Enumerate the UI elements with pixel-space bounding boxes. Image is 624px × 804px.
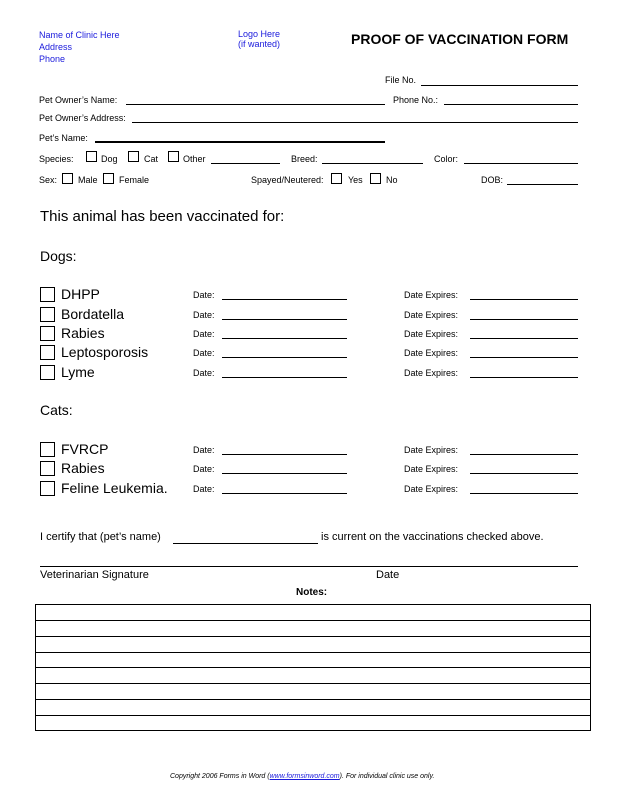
expires-field[interactable] <box>470 338 578 339</box>
dob-field[interactable] <box>507 184 578 185</box>
notes-row[interactable] <box>36 684 590 700</box>
owner-name-field[interactable] <box>126 104 385 105</box>
date-label: Date: <box>193 445 215 455</box>
sex-female-checkbox[interactable] <box>103 173 114 184</box>
date-label: Date: <box>193 290 215 300</box>
clinic-address: Address <box>39 42 73 52</box>
date-label: Date: <box>193 464 215 474</box>
expires-field[interactable] <box>470 473 578 474</box>
clinic-phone: Phone <box>39 54 66 64</box>
logo-note: (if wanted) <box>238 39 281 49</box>
certify-suffix: is current on the vaccinations checked above. <box>321 531 544 543</box>
vaccine-name: Rabies <box>61 460 105 476</box>
pet-name-label: Pet’s Name: <box>39 133 88 143</box>
color-label: Color: <box>434 154 459 164</box>
pet-name-field[interactable] <box>95 141 385 143</box>
date-field[interactable] <box>222 338 347 339</box>
vaccine-name: Rabies <box>61 325 105 341</box>
breed-field[interactable] <box>322 163 423 164</box>
species-cat-checkbox[interactable] <box>128 151 139 162</box>
date-field[interactable] <box>222 299 347 300</box>
vaccine-rabies-checkbox[interactable] <box>40 461 55 476</box>
notes-label: Notes: <box>296 587 328 598</box>
date-field[interactable] <box>222 493 347 494</box>
expires-label: Date Expires: <box>404 348 459 358</box>
notes-row[interactable] <box>36 605 590 621</box>
vaccine-name: DHPP <box>61 286 100 302</box>
species-label: Species: <box>39 154 74 164</box>
date-label: Date: <box>193 484 215 494</box>
notes-row[interactable] <box>36 716 590 732</box>
expires-label: Date Expires: <box>404 368 459 378</box>
phone-no-field[interactable] <box>444 104 578 105</box>
logo-placeholder: Logo Here <box>238 29 281 39</box>
dogs-heading: Dogs: <box>40 248 77 264</box>
species-dog-checkbox[interactable] <box>86 151 97 162</box>
expires-label: Date Expires: <box>404 484 459 494</box>
species-cat-label: Cat <box>144 154 159 164</box>
species-other-checkbox[interactable] <box>168 151 179 162</box>
vaccine-name: Bordatella <box>61 306 125 322</box>
vaccine-name: Feline Leukemia. <box>61 480 168 496</box>
expires-field[interactable] <box>470 454 578 455</box>
sex-female-label: Female <box>119 175 150 185</box>
owner-name-label: Pet Owner’s Name: <box>39 95 118 105</box>
phone-no-label: Phone No.: <box>393 95 439 105</box>
spayed-label: Spayed/Neutered: <box>251 175 324 185</box>
expires-field[interactable] <box>470 319 578 320</box>
form-title: PROOF OF VACCINATION FORM <box>351 31 569 47</box>
expires-label: Date Expires: <box>404 290 459 300</box>
footer-link[interactable]: www.formsinword.com <box>269 773 340 780</box>
vaccine-fvrcp-checkbox[interactable] <box>40 442 55 457</box>
expires-field[interactable] <box>470 493 578 494</box>
signature-line[interactable] <box>40 566 578 567</box>
date-field[interactable] <box>222 377 347 378</box>
certify-prefix: I certify that (pet’s name) <box>40 531 161 543</box>
owner-address-label: Pet Owner’s Address: <box>39 113 126 123</box>
footer-copyright <box>170 773 434 780</box>
date-field[interactable] <box>222 454 347 455</box>
date-field[interactable] <box>222 357 347 358</box>
expires-label: Date Expires: <box>404 445 459 455</box>
notes-table[interactable] <box>35 604 591 731</box>
notes-row[interactable] <box>36 700 590 716</box>
footer-prefix: Copyright 2006 Forms in Word ( <box>170 773 270 780</box>
species-dog-label: Dog <box>101 154 118 164</box>
vet-signature-label: Veterinarian Signature <box>40 569 149 581</box>
vaccine-leptosporosis-checkbox[interactable] <box>40 345 55 360</box>
vaccine-name: Lyme <box>61 364 95 380</box>
date-field[interactable] <box>222 473 347 474</box>
expires-field[interactable] <box>470 377 578 378</box>
expires-field[interactable] <box>470 357 578 358</box>
notes-row[interactable] <box>36 653 590 669</box>
file-no-field[interactable] <box>421 85 578 86</box>
sex-male-label: Male <box>78 175 98 185</box>
vaccine-name: Leptosporosis <box>61 344 149 360</box>
dob-label: DOB: <box>481 175 504 185</box>
spayed-no-label: No <box>386 175 398 185</box>
file-no-label: File No. <box>385 75 417 85</box>
breed-label: Breed: <box>291 154 318 164</box>
spayed-no-checkbox[interactable] <box>370 173 381 184</box>
date-field[interactable] <box>222 319 347 320</box>
vaccinated-heading: This animal has been vaccinated for: <box>40 208 285 225</box>
expires-label: Date Expires: <box>404 464 459 474</box>
date-label: Date: <box>193 310 215 320</box>
vaccine-name: FVRCP <box>61 441 109 457</box>
date-label: Date: <box>193 348 215 358</box>
species-other-field[interactable] <box>211 163 280 164</box>
spayed-yes-label: Yes <box>348 175 363 185</box>
vaccine-dhpp-checkbox[interactable] <box>40 287 55 302</box>
vaccine-bordatella-checkbox[interactable] <box>40 307 55 322</box>
sex-male-checkbox[interactable] <box>62 173 73 184</box>
species-other-label: Other <box>183 154 206 164</box>
certify-pet-name-field[interactable] <box>173 543 318 544</box>
date-label: Date: <box>193 368 215 378</box>
vaccine-rabies-checkbox[interactable] <box>40 326 55 341</box>
cats-heading: Cats: <box>40 402 73 418</box>
sex-label: Sex: <box>39 175 58 185</box>
expires-field[interactable] <box>470 299 578 300</box>
notes-row[interactable] <box>36 668 590 684</box>
vaccine-lyme-checkbox[interactable] <box>40 365 55 380</box>
clinic-name: Name of Clinic Here <box>39 30 120 40</box>
expires-label: Date Expires: <box>404 310 459 320</box>
vaccine-feline-leukemia-checkbox[interactable] <box>40 481 55 496</box>
notes-row[interactable] <box>36 637 590 653</box>
signature-date-label: Date <box>376 569 400 581</box>
date-label: Date: <box>193 329 215 339</box>
spayed-yes-checkbox[interactable] <box>331 173 342 184</box>
color-field[interactable] <box>464 163 578 164</box>
expires-label: Date Expires: <box>404 329 459 339</box>
notes-row[interactable] <box>36 621 590 637</box>
footer-suffix: ). For individual clinic use only. <box>339 773 435 780</box>
owner-address-field[interactable] <box>132 122 578 123</box>
